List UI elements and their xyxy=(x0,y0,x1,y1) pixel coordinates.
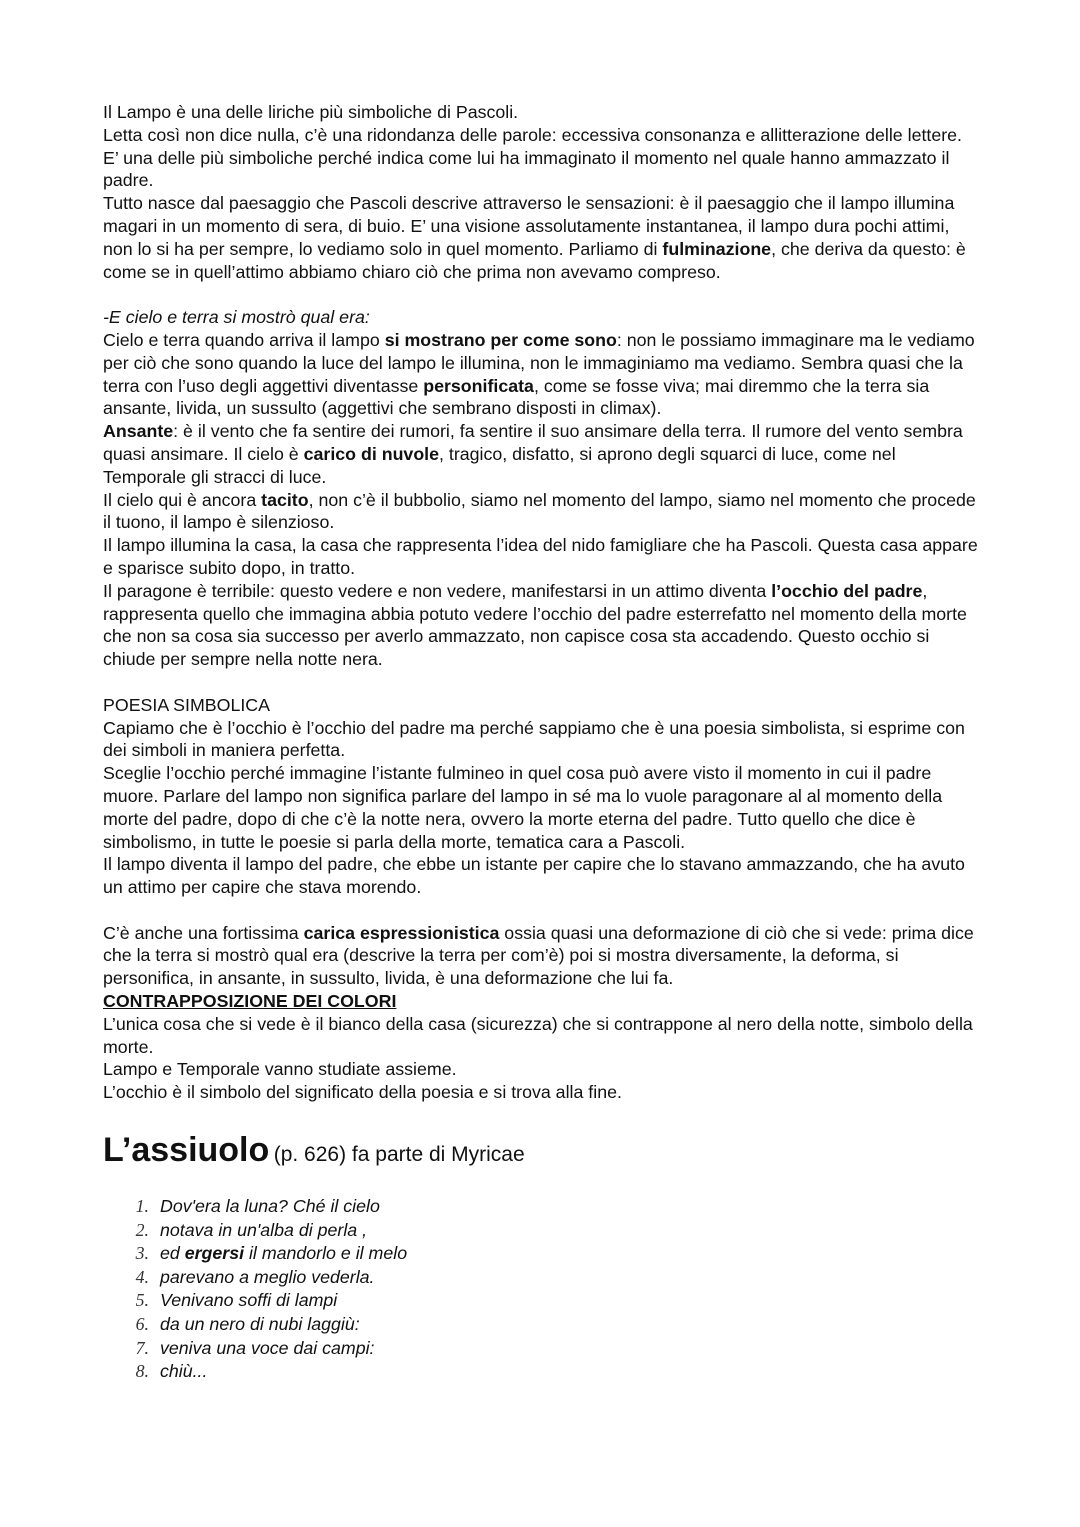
text-span: Cielo e terra quando arriva il lampo xyxy=(103,329,385,350)
poem-subtitle: (p. 626) fa parte di Myricae xyxy=(273,1143,525,1167)
text-span: C’è anche una fortissima xyxy=(103,922,304,943)
line-number: 5. xyxy=(135,1290,149,1311)
text-span: Il paragone è terribile: questo vedere e non vedere, manifestarsi in un attimo diventa xyxy=(103,580,772,601)
text-span: , tragico, disfatto, si aprono degli squarci di luce, come nel Temporale gli stracci di luce. xyxy=(103,443,896,487)
line-text: notava in un'alba di perla , xyxy=(160,1219,368,1240)
section-heading-poesia-simbolica: POESIA SIMBOLICA xyxy=(103,694,271,715)
expressionism-paragraph-1 xyxy=(103,922,980,990)
symbolic-paragraph-2: Sceglie l’occhio perché immagine l’istante fulmineo in quel cosa può avere visto il momento in cui il padre muore. Parlare del lampo non significa parlare del lampo in sé ma lo vuole paragonare al al momento della morte del padre, dopo di che c’è la notte nera, ovvero la morte eterna del padre. Tutto quello che dice è simbolismo, in tutte le poesie si parla della morte, tematica cara a Pascoli. xyxy=(103,763,943,852)
text-span: Il cielo qui è ancora xyxy=(103,489,262,510)
bold-term: fulminazione xyxy=(662,238,772,259)
poem-line xyxy=(103,1242,980,1266)
line-text: veniva una voce dai campi: xyxy=(160,1337,375,1358)
text-span: , rappresenta quello che immagina abbia potuto vedere l’occhio del padre esterrefatto nel momento della morte che non sa cosa sia successo per averlo ammazzato, non capisce cosa sta accadendo. Questo occhio si chiude per sempre nella notte nera. xyxy=(103,580,967,670)
line-number: 3. xyxy=(135,1243,149,1264)
assiuolo-title xyxy=(103,1128,980,1179)
poem-line xyxy=(103,1289,980,1313)
poem-line xyxy=(103,1313,980,1337)
poem-lines xyxy=(103,1195,980,1384)
text-span: il mandorlo e il melo xyxy=(244,1243,408,1264)
verse-paragraph-3 xyxy=(103,489,980,535)
text-span: : è il vento che fa sentire dei rumori, fa sentire il suo ansimare della terra. Il rumore del vento sembra quasi ansimare. Il cielo è xyxy=(103,421,963,464)
bold-term: Ansante xyxy=(103,421,174,442)
line-number: 7. xyxy=(135,1337,149,1358)
poem-line xyxy=(103,1219,980,1243)
line-number: 1. xyxy=(135,1196,149,1217)
poem-title: L’assiuolo xyxy=(103,1131,270,1170)
verse-paragraph-5 xyxy=(103,580,980,671)
symbolic-paragraph-1: Capiamo che è l’occhio è l’occhio del padre ma perché sappiamo che è una poesia simbolista, si esprime con dei simboli in maniera perfetta. xyxy=(103,717,965,761)
bold-term: personificata xyxy=(423,375,534,396)
line-text: chiù... xyxy=(160,1361,208,1382)
line-text: Venivano soffi di lampi xyxy=(160,1290,338,1311)
line-number: 4. xyxy=(135,1266,149,1287)
text-span: Tutto nasce dal paesaggio che Pascoli descrive attraverso le sensazioni: è il paesaggio che il lampo illumina magari in un momento di sera, di buio. E’ una visione assolutamente instantanea, il lampo dura pochi attimi, non lo si ha per sempre, lo vediamo solo in quel momento. Parliamo di xyxy=(103,193,955,259)
colors-paragraph-1: L’unica cosa che si vede è il bianco della casa (sicurezza) che si contrappone al nero della notte, simbolo della morte. xyxy=(103,1013,973,1057)
bold-term: tacito xyxy=(261,489,309,510)
quote-text: -E cielo e terra si mostrò qual era: xyxy=(103,307,370,328)
line-number: 6. xyxy=(135,1314,149,1335)
bold-term: carica espressionistica xyxy=(303,922,500,943)
text-span: , come se fosse viva; mai diremmo che la terra sia ansante, livida, un sussulto (aggettivi che sembrano disposti in climax). xyxy=(103,375,930,419)
text-span: ossia quasi una deformazione di ciò che si vede: prima dice che la terra si mostrò qual era (descrive la terra per com’è) poi si mostra diversamente, la deforma, si personifica, in ansante, in sussulto, livida, è una deformazione che lui fa. xyxy=(103,922,974,989)
line-text: da un nero di nubi laggiù: xyxy=(160,1314,360,1335)
bold-term: ergersi xyxy=(184,1243,245,1264)
line-text xyxy=(160,1242,407,1266)
text-span: , che deriva da questo: è come se in quell’attimo abbiamo chiaro ciò che prima non avevamo compreso. xyxy=(103,238,966,282)
line-text: parevano a meglio vederla. xyxy=(160,1266,375,1287)
poem-line xyxy=(103,1360,980,1384)
intro-paragraph-1: Il Lampo è una delle liriche più simboliche di Pascoli. xyxy=(103,102,519,122)
verse-quote xyxy=(103,306,980,329)
bold-term: carico di nuvole xyxy=(303,443,440,464)
text-span: : non le possiamo immaginare ma le vediamo per ciò che sono quando la luce del lampo le illumina, non le immaginiamo ma vediamo. Sembra quasi che la terra con l’uso degli aggettivi diventasse xyxy=(103,329,975,396)
line-number: 2. xyxy=(135,1219,149,1240)
text-span: ed xyxy=(160,1243,185,1264)
verse-paragraph-1 xyxy=(103,329,980,420)
line-number: 8. xyxy=(135,1361,149,1382)
colors-paragraph-3: L’occhio è il simbolo del significato della poesia e si trova alla fine. xyxy=(103,1082,622,1103)
bold-term: si mostrano per come sono xyxy=(384,329,617,350)
poem-line xyxy=(103,1266,980,1290)
verse-paragraph-4: Il lampo illumina la casa, la casa che rappresenta l’idea del nido famigliare che ha Pascoli. Questa casa appare e sparisce subito dopo, in tratto. xyxy=(103,535,978,578)
bold-term: l’occhio del padre xyxy=(771,580,923,601)
verse-paragraph-2 xyxy=(103,420,980,488)
text-span: , non c’è il bubbolio, siamo nel momento del lampo, siamo nel momento che procede il tuono, il lampo è silenzioso. xyxy=(103,489,976,533)
poem-line xyxy=(103,1337,980,1361)
symbolic-paragraph-3: Il lampo diventa il lampo del padre, che ebbe un istante per capire che lo stavano ammazzando, che ha avuto un attimo per capire che stava morendo. xyxy=(103,854,965,898)
section-heading-colori: CONTRAPPOSIZIONE DEI COLORI xyxy=(103,991,397,1012)
colors-paragraph-2: Lampo e Temporale vanno studiate assieme. xyxy=(103,1059,457,1080)
intro-paragraph-2: Letta così non dice nulla, c’è una ridondanza delle parole: eccessiva consonanza e allitterazione delle lettere. E’ una delle più simboliche perché indica come lui ha immaginato il momento nel quale hanno ammazzato il padre. xyxy=(103,124,962,191)
line-text: Dov'era la luna? Ché il cielo xyxy=(160,1196,380,1217)
intro-paragraph-3 xyxy=(103,192,980,283)
poem-line xyxy=(103,1195,980,1219)
